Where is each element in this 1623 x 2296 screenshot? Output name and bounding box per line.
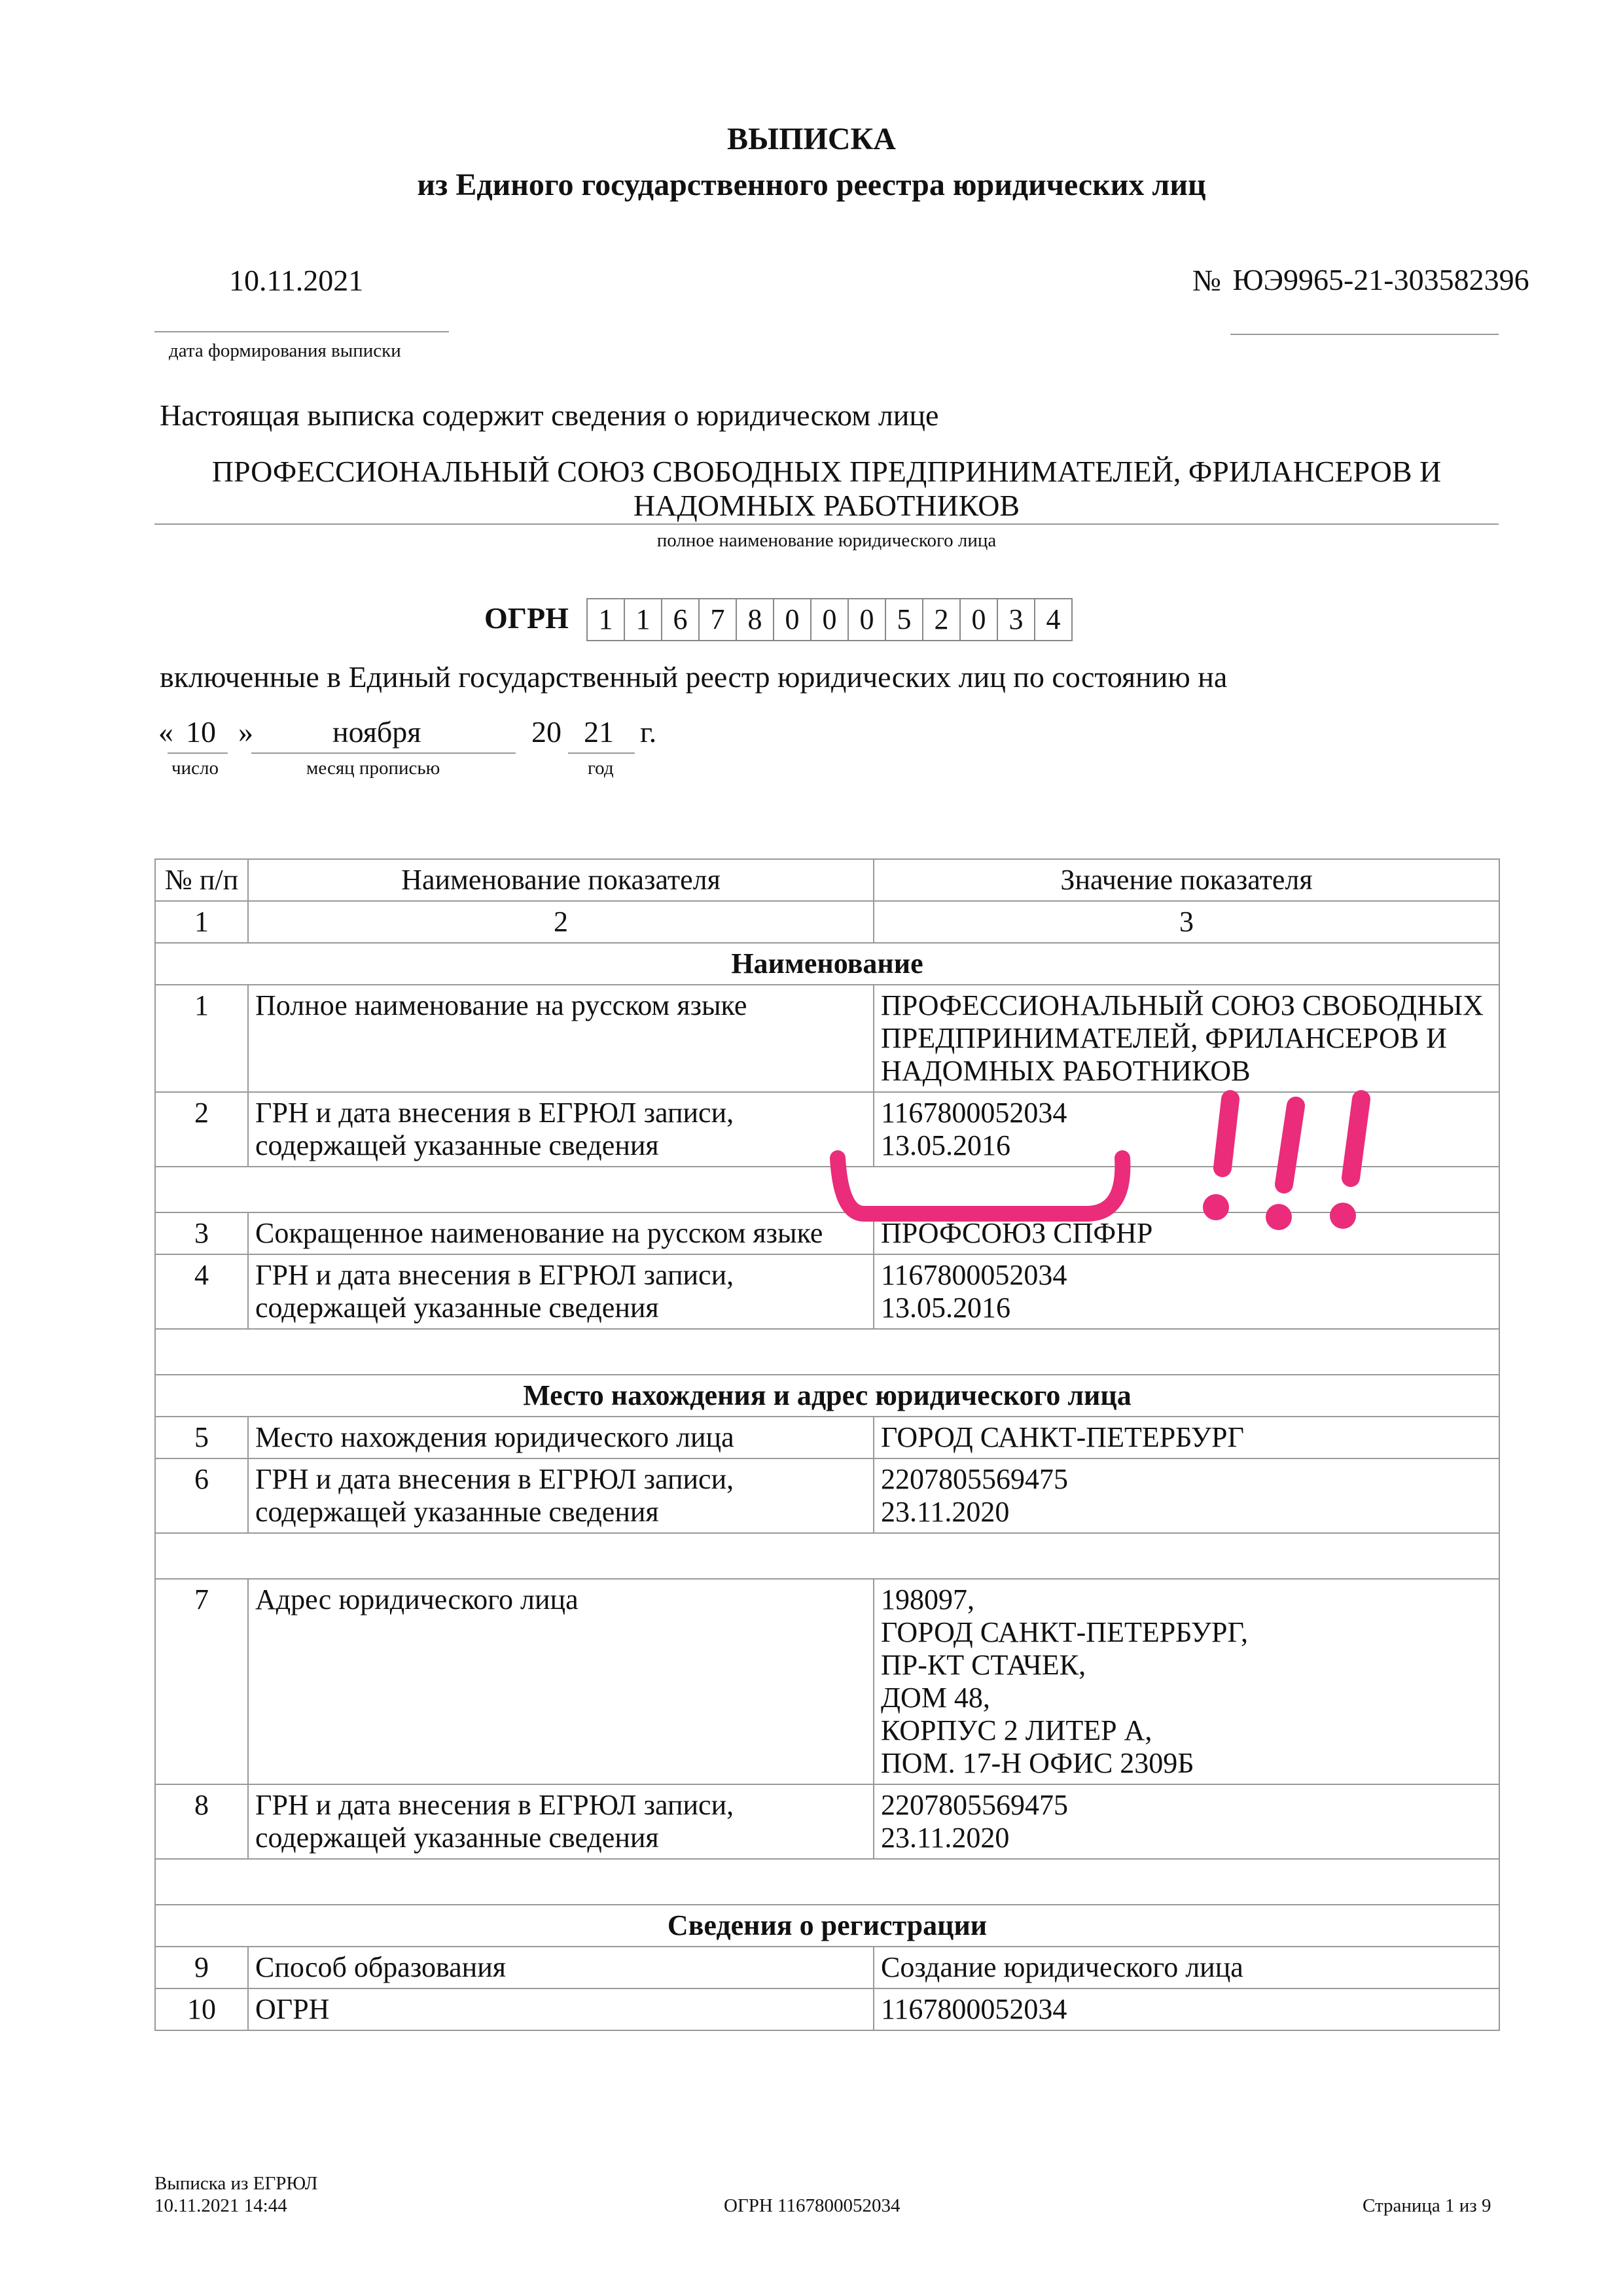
- document-subtitle: из Единого государственного реестра юридических лиц: [417, 168, 1206, 202]
- quote-close: »: [238, 715, 253, 749]
- ogrn-digit: 8: [737, 599, 774, 640]
- row-indicator: Адрес юридического лица: [248, 1579, 874, 1784]
- row-value: ПРОФСОЮЗ СПФНР: [874, 1212, 1499, 1254]
- year-underline: [568, 752, 635, 754]
- value-line: 1167800052034: [881, 1259, 1067, 1291]
- section-registration: Сведения о регистрации: [155, 1905, 1499, 1947]
- header-cell: Наименование показателя: [248, 859, 874, 901]
- ogrn-digit: 1: [588, 599, 625, 640]
- value-line: 1167800052034: [881, 1097, 1067, 1129]
- row-indicator: ГРН и дата внесения в ЕГРЮЛ записи, содержащей указанные сведения: [248, 1784, 874, 1859]
- row-indicator: Место нахождения юридического лица: [248, 1417, 874, 1458]
- exclamation-stroke-1: [1222, 1099, 1230, 1168]
- ogrn-digit: 0: [774, 599, 812, 640]
- row-indicator: ГРН и дата внесения в ЕГРЮЛ записи, содержащей указанные сведения: [248, 1092, 874, 1167]
- footer-ogrn: ОГРН 1167800052034: [724, 2195, 901, 2216]
- value-line: КОРПУС 2 ЛИТЕР А,: [881, 1714, 1152, 1746]
- month-caption: месяц прописью: [306, 758, 440, 779]
- value-line: ДОМ 48,: [881, 1682, 990, 1714]
- exclamation-dot-3: [1330, 1203, 1356, 1229]
- number-sign: №: [1192, 264, 1221, 297]
- document-title: ВЫПИСКА: [727, 122, 896, 156]
- ogrn-digit: 0: [849, 599, 886, 640]
- row-value: 1167800052034: [874, 1988, 1499, 2030]
- blank-row: [155, 1329, 1499, 1375]
- blank-row: [155, 1533, 1499, 1579]
- value-line: 23.11.2020: [881, 1822, 1010, 1854]
- column-number: 2: [248, 901, 874, 943]
- day-caption: число: [171, 758, 219, 779]
- blank-cell: [155, 1329, 1499, 1375]
- intro-text: Настоящая выписка содержит сведения о юридическом лице: [160, 398, 939, 432]
- row-value: [874, 1784, 1499, 1859]
- ogrn-digit: 3: [998, 599, 1035, 640]
- table-row: [155, 1784, 1499, 1859]
- row-indicator: ГРН и дата внесения в ЕГРЮЛ записи, содержащей указанные сведения: [248, 1458, 874, 1533]
- section-location: Место нахождения и адрес юридического лица: [155, 1375, 1499, 1417]
- section-naming: Наименование: [155, 943, 1499, 985]
- blank-row: [155, 1859, 1499, 1905]
- value-line: 2207805569475: [881, 1789, 1068, 1821]
- year-abbr: г.: [640, 715, 657, 749]
- ogrn-label: ОГРН: [484, 601, 569, 635]
- row-number: 6: [155, 1458, 248, 1533]
- extract-number: ЮЭ9965-21-303582396: [1232, 263, 1529, 296]
- row-number: 9: [155, 1947, 248, 1988]
- table-header-row: [155, 859, 1499, 901]
- row-indicator: Полное наименование на русском языке: [248, 985, 874, 1092]
- year-caption: год: [588, 758, 614, 779]
- ogrn-digit: 0: [812, 599, 849, 640]
- row-indicator: Способ образования: [248, 1947, 874, 1988]
- blank-cell: [155, 1859, 1499, 1905]
- day-underline: [168, 752, 228, 754]
- ogrn-digit: 5: [886, 599, 923, 640]
- ogrn-digit: 6: [662, 599, 700, 640]
- year-suffix: 21: [584, 715, 614, 749]
- row-number: 8: [155, 1784, 248, 1859]
- underline-bracket-stroke: [838, 1158, 1122, 1214]
- column-number: 1: [155, 901, 248, 943]
- date-caption: дата формирования выписки: [169, 340, 401, 361]
- blank-cell: [155, 1533, 1499, 1579]
- column-number-row: [155, 901, 1499, 943]
- section-row: [155, 1375, 1499, 1417]
- footer-left: [154, 2172, 317, 2217]
- ogrn-digit: 0: [961, 599, 998, 640]
- row-number: 5: [155, 1417, 248, 1458]
- section-row: [155, 943, 1499, 985]
- state-day: 10: [186, 715, 216, 749]
- table-row: [155, 1988, 1499, 2030]
- row-indicator: ГРН и дата внесения в ЕГРЮЛ записи, содержащей указанные сведения: [248, 1254, 874, 1329]
- row-number: 10: [155, 1988, 248, 2030]
- table-row: [155, 1579, 1499, 1784]
- row-value: ПРОФЕССИОНАЛЬНЫЙ СОЮЗ СВОБОДНЫХ ПРЕДПРИНИМАТЕЛЕЙ, ФРИЛАНСЕРОВ И НАДОМНЫХ РАБОТНИКОВ: [874, 985, 1499, 1092]
- row-value: [874, 1254, 1499, 1329]
- table-row: [155, 1458, 1499, 1533]
- value-line: ПР-КТ СТАЧЕК,: [881, 1649, 1086, 1681]
- header-cell: № п/п: [155, 859, 248, 901]
- handwritten-highlight-mark: [812, 1086, 1400, 1250]
- ogrn-digit: 1: [625, 599, 662, 640]
- state-month: ноября: [332, 715, 421, 749]
- value-line: 13.05.2016: [881, 1129, 1010, 1161]
- row-number: 1: [155, 985, 248, 1092]
- row-value: [874, 1579, 1499, 1784]
- table-row: [155, 1254, 1499, 1329]
- ogrn-digit: 2: [923, 599, 961, 640]
- ogrn-digit-boxes: [586, 598, 1073, 641]
- registry-table: [154, 858, 1500, 2031]
- ogrn-digit: 4: [1046, 603, 1061, 635]
- row-indicator: Сокращенное наименование на русском языке: [248, 1212, 874, 1254]
- value-line: 198097,: [881, 1583, 974, 1616]
- row-number: 7: [155, 1579, 248, 1784]
- state-text: включенные в Единый государственный реестр юридических лиц по состоянию на: [160, 660, 1228, 694]
- row-number: 3: [155, 1212, 248, 1254]
- table-row: [155, 1947, 1499, 1988]
- footer-page-number: Страница 1 из 9: [1363, 2195, 1491, 2216]
- quote-open: «: [158, 715, 173, 749]
- exclamation-dot-2: [1266, 1204, 1292, 1230]
- row-number: 2: [155, 1092, 248, 1167]
- value-line: ГОРОД САНКТ-ПЕТЕРБУРГ,: [881, 1616, 1248, 1648]
- value-line: 2207805569475: [881, 1463, 1068, 1495]
- row-value: Создание юридического лица: [874, 1947, 1499, 1988]
- month-underline: [251, 752, 516, 754]
- row-number: 4: [155, 1254, 248, 1329]
- year-prefix: 20: [531, 715, 562, 749]
- table-row: [155, 1417, 1499, 1458]
- number-underline: [1230, 334, 1499, 335]
- table-row: [155, 985, 1499, 1092]
- organization-caption: полное наименование юридического лица: [656, 530, 997, 551]
- row-indicator: ОГРН: [248, 1988, 874, 2030]
- value-line: ПОМ. 17-Н ОФИС 2309Б: [881, 1747, 1194, 1779]
- exclamation-dot-1: [1203, 1194, 1229, 1220]
- section-row: [155, 1905, 1499, 1947]
- organization-underline: [154, 523, 1499, 525]
- footer-source: Выписка из ЕГРЮЛ: [154, 2173, 318, 2194]
- organization-name: ПРОФЕССИОНАЛЬНЫЙ СОЮЗ СВОБОДНЫХ ПРЕДПРИНИМАТЕЛЕЙ, ФРИЛАНСЕРОВ И НАДОМНЫХ РАБОТНИКОВ: [211, 455, 1442, 522]
- column-number: 3: [874, 901, 1499, 943]
- exclamation-stroke-3: [1351, 1099, 1361, 1178]
- footer-timestamp: 10.11.2021 14:44: [154, 2195, 287, 2216]
- exclamation-stroke-2: [1284, 1106, 1296, 1184]
- ogrn-digit: 7: [700, 599, 737, 640]
- formation-date: 10.11.2021: [229, 264, 364, 297]
- header-cell: Значение показателя: [874, 859, 1499, 901]
- row-value: [874, 1458, 1499, 1533]
- date-underline: [154, 331, 449, 332]
- value-line: 13.05.2016: [881, 1292, 1010, 1324]
- value-line: 23.11.2020: [881, 1496, 1010, 1528]
- row-value: ГОРОД САНКТ-ПЕТЕРБУРГ: [874, 1417, 1499, 1458]
